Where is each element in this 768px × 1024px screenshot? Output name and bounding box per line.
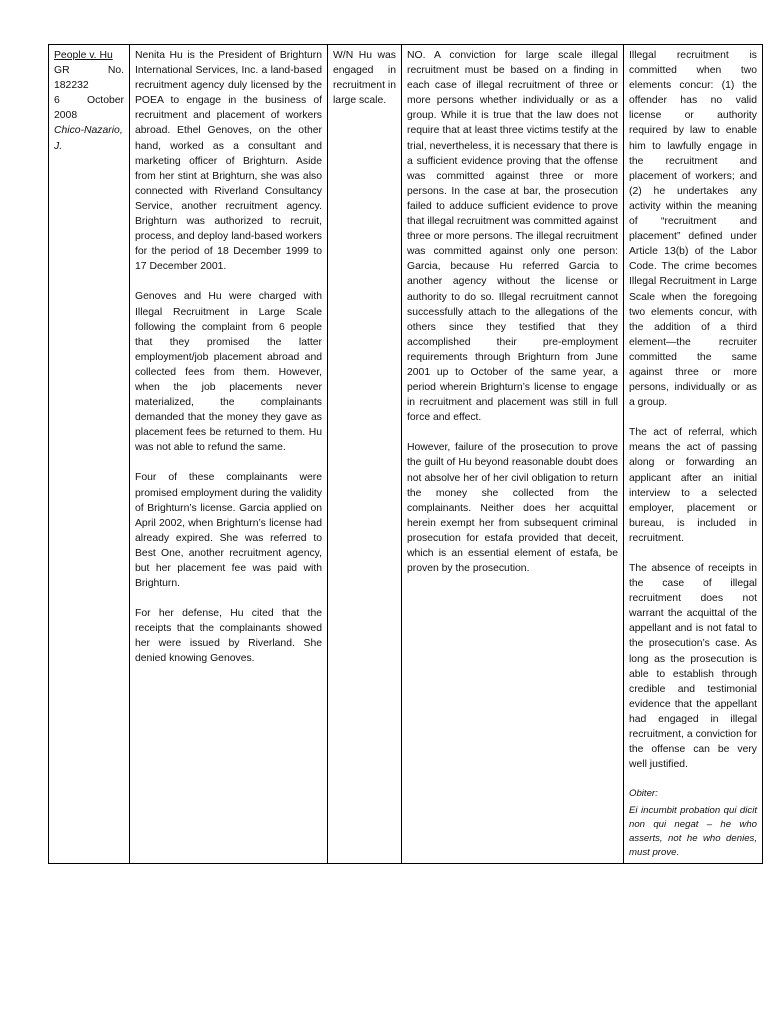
ruling-paragraph: However, failure of the prosecution to prove the guilt of Hu beyond reasonable doubt does not absolve her of her civil obligation to return the money she collected from the complainants. Neither does her acquittal herein exempt her from subsequent criminal prosecution for estafa provided that deceit, which is an essential element of estafa, be proven by the prosecution.: [407, 442, 618, 575]
case-digest-table: [48, 44, 763, 864]
case-digest-page: [48, 44, 763, 864]
ruling-cell: [402, 45, 624, 864]
issue-cell: [328, 45, 402, 864]
doctrine-cell: [624, 45, 763, 864]
obiter-note: [629, 787, 757, 860]
obiter-text: Ei incumbit probation qui dicit non qui negat – he who asserts, not he who denies, must prove.: [629, 804, 757, 859]
gr-no-label: No.: [107, 65, 124, 77]
date-line: [54, 93, 124, 108]
doctrine-paragraph: The act of referral, which means the act of passing along or forwarding an applicant after an initial interview to a selected employer, placement or bureau, is included in recruitment.: [629, 427, 757, 544]
gr-number: 182232: [54, 80, 89, 92]
doctrine-paragraph: Illegal recruitment is committed when two elements concur: (1) the offender has no valid license or authority required by law to enable him to lawfully engage in the recruitment and placement of workers; and (2) he undertakes any activity within the meaning of “recruitment and placement” defined under Article 13(b) of the Labor Code. The crime becomes Illegal Recruitment in Large Scale when the foregoing two elements concur, with the addition of a third element—the recruiter committed the same against three or more persons, individually or as a group.: [629, 50, 757, 409]
date-day: 6: [54, 95, 60, 107]
gr-label: GR: [54, 65, 70, 77]
doctrine-paragraph: The absence of receipts in the case of illegal recruitment does not warrant the acquittal of the appellant and is not fatal to the prosecution’s case. As long as the prosecution is able to establish through credible and testimonial evidence that the appellant had engaged in illegal recruitment, a conviction for the offense can be very well justified.: [629, 563, 757, 771]
gr-line: [54, 63, 124, 78]
obiter-heading: Obiter:: [629, 788, 658, 800]
case-title: People v. Hu: [54, 50, 113, 61]
facts-paragraph: Genoves and Hu were charged with Illegal Recruitment in Large Scale following the complaint from 6 people that they promised the latter employment/job placement abroad and collected fees from them. However, when the job placements never materialized, the complainants demanded that the money they gave as placement fees be returned to them. Hu was not able to refund the same.: [135, 291, 322, 454]
facts-paragraph: For her defense, Hu cited that the receipts that the complainants showed her were issued by Riverland. She denied knowing Genoves.: [135, 608, 322, 665]
ruling-paragraph: NO. A conviction for large scale illegal recruitment must be based on a finding in each case of illegal recruitment of three or more persons whether individually or as a group. While it is true that the law does not require that at least three victims testify at the trial, nevertheless, it is necessary that there is a sufficient evidence proving that the offense was committed against three or more persons. In the case at bar, the prosecution failed to adduce sufficient evidence to prove that illegal recruitment was committed against three or more persons. The illegal recruitment was committed against only one person: Garcia, because Hu referred Garcia to another agency without the license or authority to do so. Illegal recruitment cannot successfully attach to the allegations of the others since they testified that they accomplished their pre-employment requirements through Brighturn from June 2001 up to October of the same year, a period wherein Brighturn’s license to engage in recruitment and placement was still in full force and effect.: [407, 50, 618, 424]
case-row: [49, 45, 763, 864]
facts-paragraph: Four of these complainants were promised employment during the validity of Brighturn’s license. Garcia applied on April 2002, when Brighturn’s license had already expired. She was referred to Best One, another recruitment agency, but her placement fee was paid with Brighturn.: [135, 472, 322, 590]
case-info-cell: [49, 45, 130, 864]
facts-paragraph: Nenita Hu is the President of Brighturn International Services, Inc. a land-based recruitment agency duly licensed by the POEA to engage in the business of recruitment and placement of workers abroad. Ethel Genoves, on the other hand, worked as a consultant and marketing officer of Brighturn. Aside from her stint at Brighturn, she was also connected with Riverland Consultancy Service, another recruitment agency. Brighturn was authorized to recruit, process, and deploy land-based workers for the period of 18 December 1999 to 17 December 2001.: [135, 50, 322, 273]
date-month: October: [87, 95, 124, 107]
facts-cell: [130, 45, 328, 864]
date-year: 2008: [54, 110, 78, 122]
issue-text: W/N Hu was engaged in recruitment in large scale.: [333, 50, 396, 107]
ponente: Chico-Nazario, J.: [54, 125, 123, 152]
